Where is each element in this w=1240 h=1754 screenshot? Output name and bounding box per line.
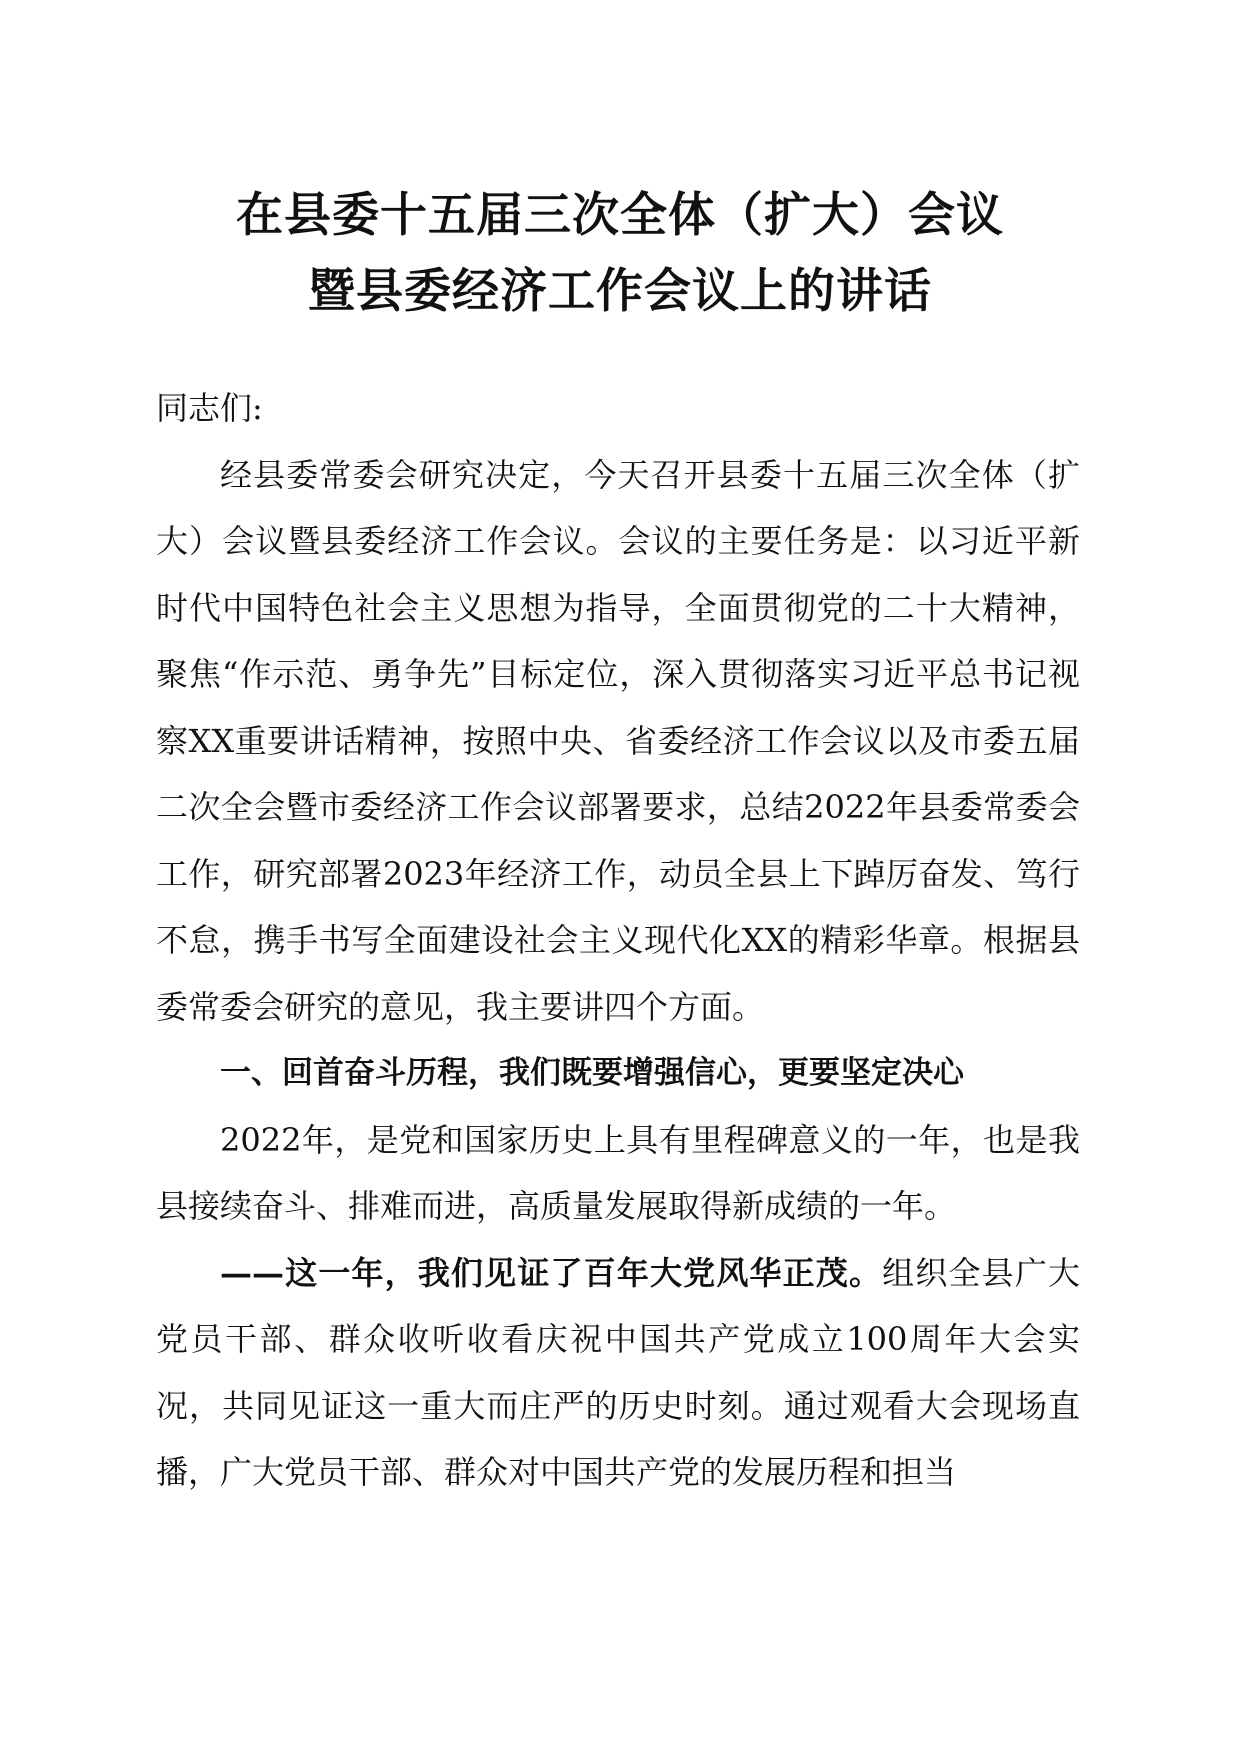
paragraph-opening: 经县委常委会研究决定，今天召开县委十五届三次全体（扩大）会议暨县委经济工作会议。会议的主要任务是：以习近平新时代中国特色社会主义思想为指导，全面贯彻党的二十大精神，聚焦“作示范、勇争先”目标定位，深入贯彻落实习近平总书记视察XX重要讲话精神，按照中央、省委经济工作会议以及市委五届二次全会暨市委经济工作会议部署要求，总结2022年县委常委会工作，研究部署2023年经济工作，动员全县上下踔厉奋发、笃行不怠，携手书写全面建设社会主义现代化XX的精彩华章。根据县委常委会研究的意见，我主要讲四个方面。 (156, 455, 1080, 1026)
paragraph-review: 2022年，是党和国家历史上具有里程碑意义的一年，也是我县接续奋斗、排难而进，高质量发展取得新成绩的一年。 (156, 1120, 1080, 1225)
salutation: 同志们: (156, 389, 263, 427)
section-heading-1: 一、回首奋斗历程，我们既要增强信心，更要坚定决心 (220, 1055, 964, 1091)
title-line-2: 暨县委经济工作会议上的讲话 (308, 264, 932, 319)
paragraph-centenary-lead: ——这一年，我们见证了百年大党风华正茂。 (220, 1253, 883, 1292)
document-body (156, 375, 1080, 1506)
title-line-1: 在县委十五届三次全体（扩大）会议 (236, 188, 1004, 243)
paragraph-centenary-body: 组织全县广大党员干部、群众收听收看庆祝中国共产党成立100周年大会实况，共同见证这一重大而庄严的历史时刻。通过观看大会现场直播，广大党员干部、群众对中国共产党的发展历程和担当 (156, 1253, 1080, 1491)
document-title (140, 178, 1100, 330)
paragraph-centenary (156, 1240, 1080, 1506)
